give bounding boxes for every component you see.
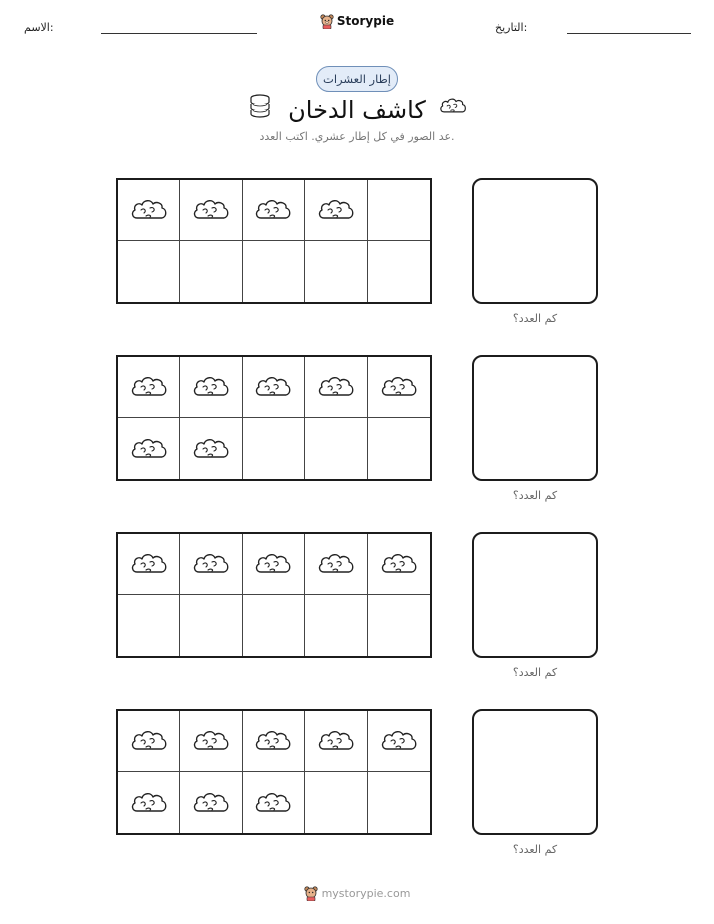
footer — [0, 885, 714, 905]
name-label: الاسم: — [24, 21, 54, 34]
ten-frame-cell — [118, 241, 180, 302]
ten-frame-cell — [180, 357, 242, 418]
ten-frame-cell — [368, 711, 430, 772]
smoke-cloud-icon — [130, 728, 168, 754]
ten-frame — [116, 532, 432, 658]
smoke-cloud-icon — [192, 374, 230, 400]
answer-prompt: كم العدد؟ — [512, 843, 558, 856]
smoke-cloud-icon — [130, 790, 168, 816]
ten-frame-cell — [368, 180, 430, 241]
ten-frame — [116, 355, 432, 481]
ten-frame-cell — [305, 418, 367, 479]
ten-frame-cell — [118, 418, 180, 479]
smoke-cloud-icon — [130, 436, 168, 462]
smoke-cloud-icon — [254, 790, 292, 816]
ten-frame-cell — [180, 241, 242, 302]
ten-frame-cell — [118, 534, 180, 595]
smoke-cloud-icon — [192, 551, 230, 577]
name-field[interactable] — [101, 33, 257, 34]
ten-frame-cell — [305, 595, 367, 656]
ten-frame-cell — [180, 534, 242, 595]
topic-badge: إطار العشرات — [316, 66, 398, 92]
smoke-cloud-icon — [380, 728, 418, 754]
smoke-cloud-icon — [192, 436, 230, 462]
ten-frame-cell — [243, 241, 305, 302]
ten-frame-cell — [180, 180, 242, 241]
ten-frame-cell — [243, 418, 305, 479]
ten-frame — [116, 709, 432, 835]
brand-name: Storypie — [336, 14, 395, 28]
ten-frame-cell — [118, 711, 180, 772]
answer-box[interactable] — [472, 355, 598, 481]
ten-frame-cell — [180, 418, 242, 479]
answer-prompt: كم العدد؟ — [512, 312, 558, 325]
instructions: عد الصور في كل إطار عشري. اكتب العدد. — [259, 130, 455, 143]
ten-frame-cell — [305, 772, 367, 833]
smoke-cloud-icon — [380, 551, 418, 577]
ten-frame-cell — [305, 357, 367, 418]
smoke-cloud-icon — [130, 374, 168, 400]
ten-frame-cell — [243, 595, 305, 656]
ten-frame-cell — [243, 711, 305, 772]
ten-frame-cell — [243, 772, 305, 833]
ten-frame-cell — [305, 534, 367, 595]
smoke-cloud-icon — [192, 728, 230, 754]
smoke-cloud-icon — [254, 197, 292, 223]
smoke-cloud-icon — [317, 197, 355, 223]
date-label: التاريخ: — [495, 21, 528, 34]
ten-frame-cell — [305, 711, 367, 772]
ten-frame-cell — [243, 180, 305, 241]
answer-prompt: كم العدد؟ — [512, 666, 558, 679]
ten-frame-cell — [118, 595, 180, 656]
bear-mascot-icon — [320, 13, 334, 29]
answer-box[interactable] — [472, 709, 598, 835]
smoke-cloud-icon — [317, 551, 355, 577]
smoke-cloud-icon — [254, 551, 292, 577]
answer-box[interactable] — [472, 178, 598, 304]
ten-frame-cell — [305, 241, 367, 302]
ten-frame-cell — [118, 357, 180, 418]
answer-prompt: كم العدد؟ — [512, 489, 558, 502]
ten-frame-cell — [118, 180, 180, 241]
smoke-cloud-icon — [317, 728, 355, 754]
bear-mascot-icon — [304, 885, 318, 901]
worksheet-title: كاشف الدخان — [288, 96, 426, 124]
ten-frame-cell — [368, 241, 430, 302]
ten-frame-cell — [305, 180, 367, 241]
ten-frame-cell — [368, 357, 430, 418]
brand-logo — [0, 13, 714, 33]
smoke-cloud-icon — [192, 197, 230, 223]
ten-frame-cell — [180, 772, 242, 833]
smoke-cloud-icon — [130, 551, 168, 577]
smoke-cloud-icon — [130, 197, 168, 223]
date-field[interactable] — [567, 33, 691, 34]
footer-url: mystorypie.com — [321, 886, 411, 900]
ten-frame-cell — [243, 534, 305, 595]
ten-frame-cell — [243, 357, 305, 418]
smoke-cloud-icon — [254, 374, 292, 400]
ten-frame-cell — [118, 772, 180, 833]
ten-frame — [116, 178, 432, 304]
ten-frame-cell — [368, 772, 430, 833]
ten-frame-cell — [368, 534, 430, 595]
ten-frame-cell — [368, 418, 430, 479]
smoke-cloud-icon — [439, 96, 467, 116]
answer-box[interactable] — [472, 532, 598, 658]
smoke-cloud-icon — [254, 728, 292, 754]
ten-frame-cell — [180, 711, 242, 772]
ten-frame-cell — [368, 595, 430, 656]
smoke-cloud-icon — [317, 374, 355, 400]
smoke-cloud-icon — [192, 790, 230, 816]
smoke-cloud-icon — [380, 374, 418, 400]
ten-frame-cell — [180, 595, 242, 656]
